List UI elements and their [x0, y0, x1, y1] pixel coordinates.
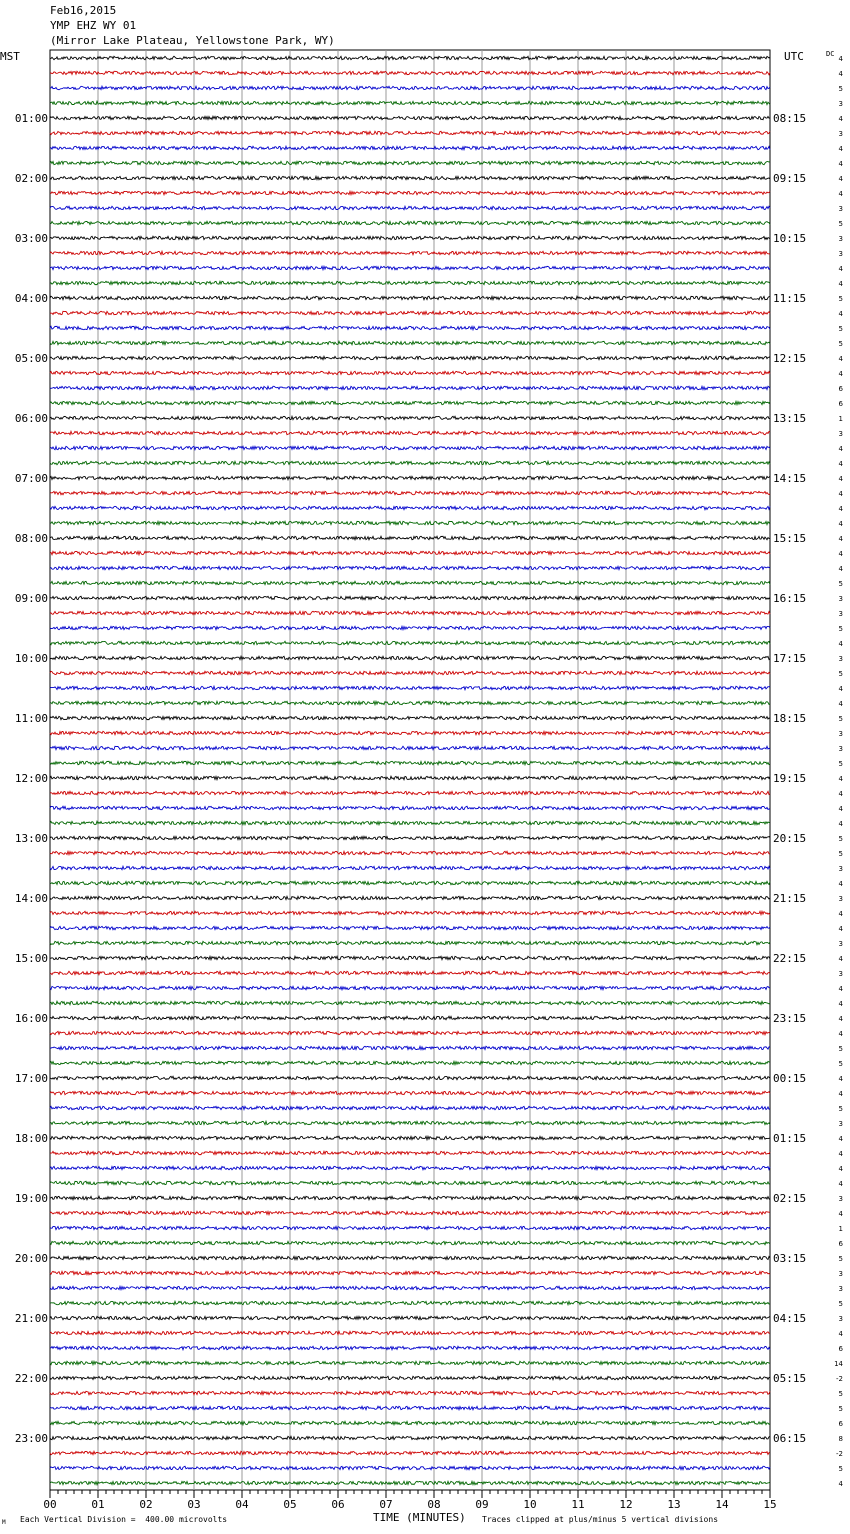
- right-hour-label: 01:15: [773, 1132, 807, 1145]
- dc-offset-label: 5: [838, 835, 843, 843]
- dc-offset-label: 5: [838, 1105, 843, 1113]
- seismic-trace: [50, 656, 770, 659]
- seismic-trace: [50, 1421, 770, 1424]
- dc-offset-label: 4: [838, 265, 843, 273]
- dc-offset-label: 3: [838, 430, 843, 438]
- x-axis-title: TIME (MINUTES): [373, 1511, 466, 1524]
- station-location: (Mirror Lake Plateau, Yellowstone Park, WY): [50, 34, 335, 47]
- seismic-trace: [50, 896, 770, 899]
- seismic-trace: [50, 911, 770, 914]
- dc-offset-label: 5: [838, 580, 843, 588]
- seismic-trace: [50, 596, 770, 599]
- left-hour-label: 17:00: [14, 1072, 48, 1085]
- x-tick-label: 00: [43, 1498, 57, 1511]
- dc-offset-label: 5: [838, 295, 843, 303]
- dc-offset-label: 6: [838, 385, 843, 393]
- seismic-trace: [50, 956, 770, 959]
- seismic-trace: [50, 776, 770, 779]
- seismic-trace: [50, 1316, 770, 1319]
- dc-offset-label: 5: [838, 1255, 843, 1263]
- left-hour-label: 09:00: [14, 592, 48, 605]
- seismic-trace: [50, 836, 770, 839]
- dc-offset-label: 4: [838, 535, 843, 543]
- seismic-trace: [50, 1136, 770, 1139]
- dc-offset-label: 4: [838, 820, 843, 828]
- dc-offset-label: 5: [838, 1465, 843, 1473]
- right-hour-label: 02:15: [773, 1192, 807, 1205]
- dc-offset-label: 4: [838, 790, 843, 798]
- x-tick-label: 10: [523, 1498, 537, 1511]
- dc-offset-label: 5: [838, 325, 843, 333]
- seismic-trace: [50, 1211, 770, 1214]
- right-hour-label: 10:15: [773, 232, 807, 245]
- dc-offset-label: 3: [838, 655, 843, 663]
- seismic-trace: [50, 281, 770, 284]
- dc-offset-label: 4: [838, 685, 843, 693]
- left-hour-label: 02:00: [14, 172, 48, 185]
- dc-offset-label: 3: [838, 970, 843, 978]
- dc-offset-label: 5: [838, 850, 843, 858]
- dc-offset-label: 4: [838, 1330, 843, 1338]
- dc-offset-label: 4: [838, 775, 843, 783]
- right-hour-label: 04:15: [773, 1312, 807, 1325]
- dc-offset-label: 3: [838, 250, 843, 258]
- dc-offset-label: 4: [838, 115, 843, 123]
- seismic-trace: [50, 1001, 770, 1004]
- seismic-trace: [50, 926, 770, 929]
- dc-offset-label: 3: [838, 940, 843, 948]
- seismic-trace: [50, 1466, 770, 1469]
- seismic-trace: [50, 416, 770, 419]
- seismic-trace: [50, 1166, 770, 1169]
- x-tick-label: 03: [187, 1498, 201, 1511]
- x-tick-label: 14: [715, 1498, 729, 1511]
- seismic-trace: [50, 1046, 770, 1049]
- dc-offset-label: 4: [838, 160, 843, 168]
- dc-offset-label: 4: [838, 520, 843, 528]
- seismic-trace: [50, 326, 770, 329]
- seismic-trace: [50, 56, 770, 59]
- dc-offset-label: 5: [838, 670, 843, 678]
- dc-offset-label: 4: [838, 55, 843, 63]
- left-hour-label: 01:00: [14, 112, 48, 125]
- seismic-trace: [50, 566, 770, 569]
- seismic-trace: [50, 671, 770, 674]
- right-hour-label: 15:15: [773, 532, 807, 545]
- left-hour-label: 12:00: [14, 772, 48, 785]
- seismic-trace: [50, 1241, 770, 1244]
- seismic-trace: [50, 1181, 770, 1184]
- left-hour-label: 14:00: [14, 892, 48, 905]
- dc-offset-label: 4: [838, 1090, 843, 1098]
- seismic-trace: [50, 266, 770, 269]
- seismic-trace: [50, 821, 770, 824]
- right-hour-label: 18:15: [773, 712, 807, 725]
- seismic-trace: [50, 701, 770, 704]
- seismic-trace: [50, 1481, 770, 1484]
- seismic-trace: [50, 971, 770, 974]
- dc-offset-label: 4: [838, 640, 843, 648]
- seismic-trace: [50, 1301, 770, 1304]
- seismic-trace: [50, 881, 770, 884]
- seismic-trace: [50, 506, 770, 509]
- dc-offset-label: 4: [838, 1480, 843, 1488]
- dc-offset-label: 5: [838, 85, 843, 93]
- dc-offset-label: 5: [838, 1300, 843, 1308]
- dc-offset-label: 3: [838, 1270, 843, 1278]
- station-code: YMP EHZ WY 01: [50, 19, 137, 32]
- seismic-trace: [50, 1376, 770, 1379]
- seismic-trace: [50, 341, 770, 344]
- dc-offset-label: 4: [838, 355, 843, 363]
- dc-offset-label: 8: [838, 1435, 843, 1443]
- dc-offset-label: 6: [838, 1420, 843, 1428]
- left-hour-label: 13:00: [14, 832, 48, 845]
- seismic-trace: [50, 296, 770, 299]
- dc-offset-label: 6: [838, 400, 843, 408]
- dc-offset-label: 5: [838, 1405, 843, 1413]
- seismic-trace: [50, 1271, 770, 1274]
- right-hour-label: 08:15: [773, 112, 807, 125]
- left-hour-label: 07:00: [14, 472, 48, 485]
- left-hour-label: 15:00: [14, 952, 48, 965]
- dc-offset-label: 3: [838, 595, 843, 603]
- seismic-trace: [50, 221, 770, 224]
- dc-offset-label: 4: [838, 190, 843, 198]
- seismic-trace: [50, 401, 770, 404]
- left-timezone-label: MST: [0, 50, 20, 63]
- x-tick-label: 04: [235, 1498, 249, 1511]
- dc-offset-label: 3: [838, 130, 843, 138]
- dc-offset-label: 6: [838, 1240, 843, 1248]
- seismic-trace: [50, 191, 770, 194]
- seismic-trace: [50, 581, 770, 584]
- dc-offset-label: 4: [838, 445, 843, 453]
- dc-offset-label: 5: [838, 1060, 843, 1068]
- seismic-trace: [50, 176, 770, 179]
- seismic-trace: [50, 1106, 770, 1109]
- seismic-trace: [50, 731, 770, 734]
- dc-offset-label: 4: [838, 490, 843, 498]
- seismic-trace: [50, 1436, 770, 1439]
- right-hour-label: 03:15: [773, 1252, 807, 1265]
- seismic-trace: [50, 1391, 770, 1394]
- left-hour-label: 21:00: [14, 1312, 48, 1325]
- x-tick-label: 01: [91, 1498, 105, 1511]
- seismic-trace: [50, 761, 770, 764]
- seismic-trace: [50, 851, 770, 854]
- dc-offset-label: 3: [838, 1120, 843, 1128]
- clipping-note: Traces clipped at plus/minus 5 vertical divisions: [482, 1515, 719, 1524]
- dc-offset-label: 3: [838, 1285, 843, 1293]
- seismic-trace: [50, 1331, 770, 1334]
- right-hour-label: 23:15: [773, 1012, 807, 1025]
- seismic-trace: [50, 1346, 770, 1349]
- x-tick-label: 02: [139, 1498, 153, 1511]
- seismic-trace: [50, 941, 770, 944]
- dc-offset-label: 5: [838, 1390, 843, 1398]
- left-hour-label: 16:00: [14, 1012, 48, 1025]
- dc-offset-label: 4: [838, 1150, 843, 1158]
- seismic-trace: [50, 551, 770, 554]
- right-hour-label: 00:15: [773, 1072, 807, 1085]
- seismic-trace: [50, 116, 770, 119]
- dc-offset-label: 6: [838, 1345, 843, 1353]
- seismic-trace: [50, 431, 770, 434]
- right-hour-label: 22:15: [773, 952, 807, 965]
- left-hour-label: 10:00: [14, 652, 48, 665]
- x-tick-label: 07: [379, 1498, 393, 1511]
- seismic-trace: [50, 101, 770, 104]
- left-hour-label: 08:00: [14, 532, 48, 545]
- dc-offset-label: 4: [838, 1015, 843, 1023]
- dc-offset-label: 5: [838, 340, 843, 348]
- dc-offset-label: 3: [838, 745, 843, 753]
- dc-offset-label: 4: [838, 985, 843, 993]
- seismic-trace: [50, 446, 770, 449]
- seismic-trace: [50, 1226, 770, 1229]
- seismic-trace: [50, 206, 770, 209]
- right-hour-label: 21:15: [773, 892, 807, 905]
- seismic-trace: [50, 1286, 770, 1289]
- dc-offset-label: 3: [838, 1315, 843, 1323]
- dc-offset-label: 3: [838, 235, 843, 243]
- dc-offset-label: 5: [838, 760, 843, 768]
- seismic-trace: [50, 236, 770, 239]
- x-tick-label: 15: [763, 1498, 777, 1511]
- seismic-trace: [50, 311, 770, 314]
- dc-offset-label: 4: [838, 1000, 843, 1008]
- seismic-trace: [50, 1256, 770, 1259]
- seismic-trace: [50, 1361, 770, 1364]
- dc-offset-label: 5: [838, 715, 843, 723]
- dc-offset-label: 3: [838, 865, 843, 873]
- left-hour-label: 20:00: [14, 1252, 48, 1265]
- dc-offset-label: 1: [838, 1225, 843, 1233]
- dc-offset-label: 4: [838, 1165, 843, 1173]
- seismic-trace: [50, 611, 770, 614]
- dc-offset-label: 4: [838, 565, 843, 573]
- dc-offset-label: 3: [838, 100, 843, 108]
- dc-offset-label: 4: [838, 925, 843, 933]
- record-date: Feb16,2015: [50, 4, 117, 17]
- seismic-trace: [50, 356, 770, 359]
- seismic-trace: [50, 536, 770, 539]
- seismic-trace: [50, 521, 770, 524]
- dc-offset-label: 1: [838, 415, 843, 423]
- left-hour-label: 19:00: [14, 1192, 48, 1205]
- dc-offset-label: 4: [838, 550, 843, 558]
- dc-offset-label: 4: [838, 1210, 843, 1218]
- right-timezone-label: UTC: [784, 50, 804, 63]
- x-tick-label: 13: [667, 1498, 681, 1511]
- dc-offset-label: 3: [838, 205, 843, 213]
- dc-offset-label: 4: [838, 70, 843, 78]
- x-tick-label: 08: [427, 1498, 441, 1511]
- dc-offset-label: 4: [838, 805, 843, 813]
- right-hour-label: 05:15: [773, 1372, 807, 1385]
- right-hour-label: 19:15: [773, 772, 807, 785]
- dc-offset-label: -2: [836, 1375, 843, 1383]
- seismic-trace: [50, 86, 770, 89]
- seismic-trace: [50, 1121, 770, 1124]
- seismic-trace: [50, 1406, 770, 1409]
- dc-offset-label: 4: [838, 145, 843, 153]
- seismic-trace: [50, 686, 770, 689]
- seismic-trace: [50, 131, 770, 134]
- seismic-trace: [50, 986, 770, 989]
- seismic-trace: [50, 1016, 770, 1019]
- seismic-trace: [50, 161, 770, 164]
- left-hour-label: 04:00: [14, 292, 48, 305]
- seismic-trace: [50, 1061, 770, 1064]
- seismic-trace: [50, 1091, 770, 1094]
- left-hour-label: 11:00: [14, 712, 48, 725]
- left-hour-label: 18:00: [14, 1132, 48, 1145]
- seismic-trace: [50, 251, 770, 254]
- dc-offset-label: 4: [838, 910, 843, 918]
- dc-offset-label: 14: [834, 1360, 843, 1368]
- dc-offset-label: 5: [838, 1045, 843, 1053]
- dc-offset-label: 4: [838, 1135, 843, 1143]
- dc-offset-label: 4: [838, 475, 843, 483]
- left-hour-label: 22:00: [14, 1372, 48, 1385]
- dc-offset-header: DC: [826, 50, 835, 58]
- seismic-trace: [50, 626, 770, 629]
- seismic-trace: [50, 641, 770, 644]
- seismic-trace: [50, 806, 770, 809]
- x-tick-label: 05: [283, 1498, 297, 1511]
- left-hour-label: 23:00: [14, 1432, 48, 1445]
- dc-offset-label: 4: [838, 370, 843, 378]
- dc-offset-label: 3: [838, 610, 843, 618]
- dc-offset-label: 4: [838, 310, 843, 318]
- dc-offset-label: -2: [836, 1450, 843, 1458]
- seismic-trace: [50, 1151, 770, 1154]
- dc-offset-label: 3: [838, 730, 843, 738]
- right-hour-label: 09:15: [773, 172, 807, 185]
- corner-mark: M: [2, 1519, 6, 1526]
- right-hour-label: 06:15: [773, 1432, 807, 1445]
- seismic-trace: [50, 1196, 770, 1199]
- dc-offset-label: 4: [838, 955, 843, 963]
- dc-offset-label: 4: [838, 280, 843, 288]
- seismic-trace: [50, 476, 770, 479]
- vertical-scale-note: Each Vertical Division = 400.00 microvolts: [20, 1515, 228, 1524]
- seismic-trace: [50, 461, 770, 464]
- seismic-trace: [50, 386, 770, 389]
- left-hour-label: 03:00: [14, 232, 48, 245]
- seismic-trace: [50, 746, 770, 749]
- seismic-trace: [50, 1076, 770, 1079]
- right-hour-label: 16:15: [773, 592, 807, 605]
- dc-offset-label: 4: [838, 880, 843, 888]
- right-hour-label: 20:15: [773, 832, 807, 845]
- seismic-trace: [50, 716, 770, 719]
- right-hour-label: 14:15: [773, 472, 807, 485]
- seismic-trace: [50, 371, 770, 374]
- seismic-trace: [50, 1031, 770, 1034]
- dc-offset-label: 3: [838, 1195, 843, 1203]
- dc-offset-label: 4: [838, 1180, 843, 1188]
- dc-offset-label: 4: [838, 1030, 843, 1038]
- right-hour-label: 17:15: [773, 652, 807, 665]
- seismic-trace: [50, 491, 770, 494]
- seismic-trace: [50, 1451, 770, 1454]
- seismic-trace: [50, 791, 770, 794]
- dc-offset-label: 4: [838, 460, 843, 468]
- seismic-trace: [50, 866, 770, 869]
- x-tick-label: 06: [331, 1498, 345, 1511]
- dc-offset-label: 5: [838, 220, 843, 228]
- x-tick-label: 11: [571, 1498, 585, 1511]
- dc-offset-label: 5: [838, 625, 843, 633]
- left-hour-label: 05:00: [14, 352, 48, 365]
- seismic-trace: [50, 146, 770, 149]
- left-hour-label: 06:00: [14, 412, 48, 425]
- dc-offset-label: 4: [838, 505, 843, 513]
- x-tick-label: 09: [475, 1498, 489, 1511]
- right-hour-label: 13:15: [773, 412, 807, 425]
- dc-offset-label: 4: [838, 1075, 843, 1083]
- dc-offset-label: 3: [838, 895, 843, 903]
- seismic-trace: [50, 71, 770, 74]
- dc-offset-label: 4: [838, 700, 843, 708]
- right-hour-label: 12:15: [773, 352, 807, 365]
- right-hour-label: 11:15: [773, 292, 807, 305]
- dc-offset-label: 4: [838, 175, 843, 183]
- x-tick-label: 12: [619, 1498, 633, 1511]
